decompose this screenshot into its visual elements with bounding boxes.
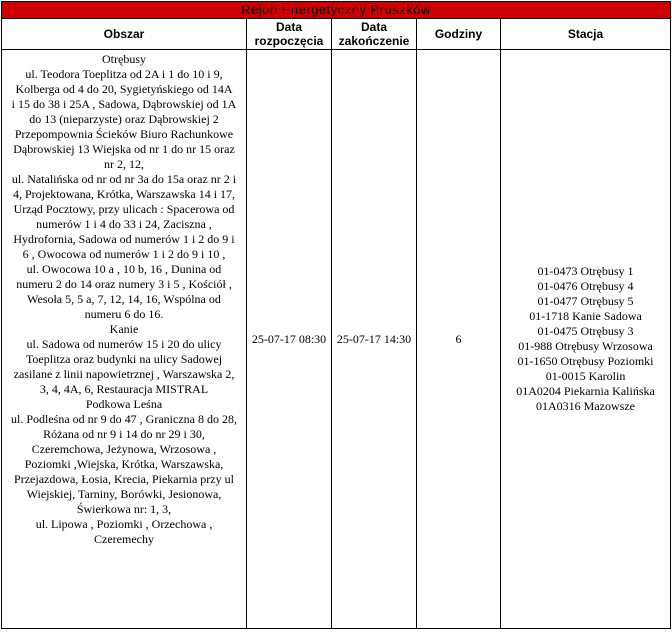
header-start-line2: rozpoczęcia — [254, 34, 324, 48]
hours-cell: 6 — [417, 50, 501, 629]
area-line: Kanie — [109, 322, 139, 336]
area-line: Świerkowa nr: 1, 3, — [76, 502, 172, 516]
station-item: 01-0015 Karolin — [545, 369, 626, 383]
outage-table — [1, 1, 671, 629]
end-date-cell: 25-07-17 14:30 — [332, 50, 417, 629]
outage-sheet — [1, 1, 671, 630]
area-line: ul. Sadowa od numerów 15 i 20 do ulicy — [26, 337, 222, 351]
header-start-date — [247, 19, 332, 50]
area-line: Wesoła 5, 5 a, 7, 12, 14, 16, Wspólna od — [27, 292, 221, 306]
station-item: 01-0477 Otrębusy 5 — [537, 294, 634, 308]
header-row — [2, 19, 671, 50]
header-area: Obszar — [2, 19, 247, 50]
area-line: Toeplitza oraz budynki na ulicy Sadowej — [25, 352, 223, 366]
area-line: Przepompownia Ścieków Biuro Rachunkowe — [14, 127, 234, 141]
station-item: 01A0316 Mazowsze — [536, 399, 635, 413]
header-end-date — [332, 19, 417, 50]
area-line: Urząd Pocztowy, przy ulicach : Spacerowa od — [13, 202, 235, 216]
station-item: 01-1650 Otrębusy Poziomki — [517, 354, 654, 368]
area-line: ul. Teodora Toeplitza od 2A i 1 do 10 i 9, — [25, 67, 223, 81]
area-line: Kolberga od 4 do 20, Sygietyńskiego od 14A — [15, 82, 233, 96]
area-line: Czeremechy — [94, 532, 154, 546]
header-start-line1: Data — [275, 20, 302, 34]
area-line: i 15 do 38 i 25A , Sadowa, Dąbrowskiej od 1A — [11, 97, 237, 111]
area-line: 3, 4, 4A, 6, Restauracja MISTRAL — [39, 382, 209, 396]
header-station: Stacja — [501, 19, 671, 50]
area-line: ul. Natalińska od nr od nr 3a do 15a oraz nr 2 i — [11, 172, 237, 186]
area-line: do 13 (nieparzyste) oraz Dąbrowskiej 2 — [29, 112, 219, 126]
station-item: 01-0473 Otrębusy 1 — [537, 264, 634, 278]
header-end-line2: zakończenie — [338, 34, 410, 48]
area-line: numeru 2 do 14 oraz numery 3 i 5 , Kościół , — [16, 277, 232, 291]
station-item: 01-1718 Kanie Sadowa — [529, 309, 642, 323]
area-line: Czeremchowa, Jeżynowa, Wrzosowa , — [31, 442, 217, 456]
table-row — [2, 50, 671, 629]
area-line: Różana od nr 9 i 14 do nr 29 i 30, — [43, 427, 205, 441]
area-line: ul. Lipowa , Poziomki , Orzechowa , — [35, 517, 213, 531]
area-line: ul. Podleśna od nr 9 do 47 , Graniczna 8 do 28, — [11, 412, 237, 426]
area-line: Dąbrowskiej 13 Wiejska od nr 1 do nr 15 oraz — [13, 142, 235, 156]
area-line: numeru 6 do 16. — [84, 307, 164, 321]
area-line: numerów 1 i 4 do 33 i 24, Zaciszna , — [36, 217, 212, 231]
station-item: 01-988 Otrębusy Wrzosowa — [518, 339, 653, 353]
area-line: nr 2, 12, — [104, 157, 144, 171]
station-item: 01-0475 Otrębusy 3 — [537, 324, 634, 338]
header-hours: Godziny — [417, 19, 501, 50]
area-line: 4, Projektowana, Krótka, Warszawska 14 i 17, — [12, 187, 236, 201]
station-item: 01-0476 Otrębusy 4 — [537, 279, 634, 293]
area-line: ul. Owocowa 10 a , 10 b, 16 , Dunina od — [26, 262, 222, 276]
area-line: Przejazdowa, Łosia, Krecia, Piekarnia przy ul — [14, 472, 234, 486]
area-text — [2, 52, 246, 547]
area-cell — [2, 50, 247, 629]
station-item: 01A0204 Piekarnia Kalińska — [516, 384, 655, 398]
area-line: Poziomki ,Wiejska, Krótka, Warszawska, — [24, 457, 224, 471]
start-date-cell: 25-07-17 08:30 — [247, 50, 332, 629]
area-line: Otrębusy — [102, 52, 146, 66]
area-line: Wiejskiej, Tarniny, Borówki, Jesionowa, — [26, 487, 222, 501]
area-line: 6 , Owocowa od numerów 1 i 2 do 9 i 10 , — [22, 247, 226, 261]
area-line: zasilane z linii napowietrznej , Warszawska 2, — [13, 367, 235, 381]
station-cell — [501, 50, 671, 629]
region-title: Rejon Energetyczny Pruszków — [2, 2, 671, 19]
header-end-line1: Data — [360, 20, 387, 34]
area-line: Hydrofornia, Sadowa od numerów 1 i 2 do 9 i — [13, 232, 235, 246]
area-line: Podkowa Leśna — [85, 397, 163, 411]
station-list — [501, 264, 670, 414]
